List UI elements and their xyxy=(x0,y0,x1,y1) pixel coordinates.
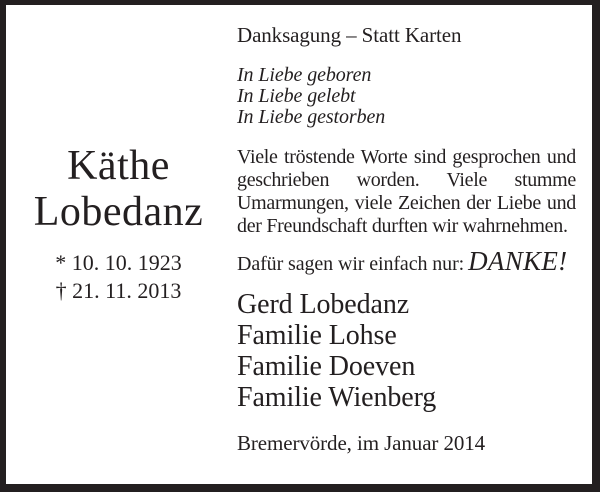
deceased-name xyxy=(6,143,231,235)
notice-text-panel xyxy=(231,5,592,484)
death-date: † 21. 11. 2013 xyxy=(55,278,182,303)
thanks-line xyxy=(237,246,576,279)
deceased-first-name: Käthe xyxy=(67,143,170,189)
verse-line: In Liebe gestorben xyxy=(237,106,386,128)
life-dates xyxy=(6,249,231,305)
mourner-name: Familie Doeven xyxy=(237,351,416,382)
place-date: Bremervörde, im Januar 2014 xyxy=(237,431,486,455)
mourner-name: Gerd Lobedanz xyxy=(237,289,410,320)
mourners-list xyxy=(237,289,576,413)
thanks-prefix: Dafür sagen wir einfach nur: xyxy=(237,253,465,275)
deceased-panel xyxy=(6,5,231,484)
mourner-name: Familie Lohse xyxy=(237,320,397,351)
birth-date: * 10. 10. 1923 xyxy=(55,250,182,275)
mourner-name: Familie Wienberg xyxy=(237,382,437,413)
thanks-emphasis: DANKE! xyxy=(468,246,568,276)
verse-line: In Liebe geboren xyxy=(237,64,372,86)
memorial-verse xyxy=(237,65,576,128)
condolence-paragraph: Viele tröstende Worte sind gesprochen und geschrieben worden. Viele stumme Umarmungen, viele Zeichen der Liebe und der Freundschaft durften wir wahrnehmen. xyxy=(237,146,576,237)
notice-header: Danksagung – Statt Karten xyxy=(237,23,462,47)
deceased-last-name: Lobedanz xyxy=(33,189,204,235)
verse-line: In Liebe gelebt xyxy=(237,85,356,107)
